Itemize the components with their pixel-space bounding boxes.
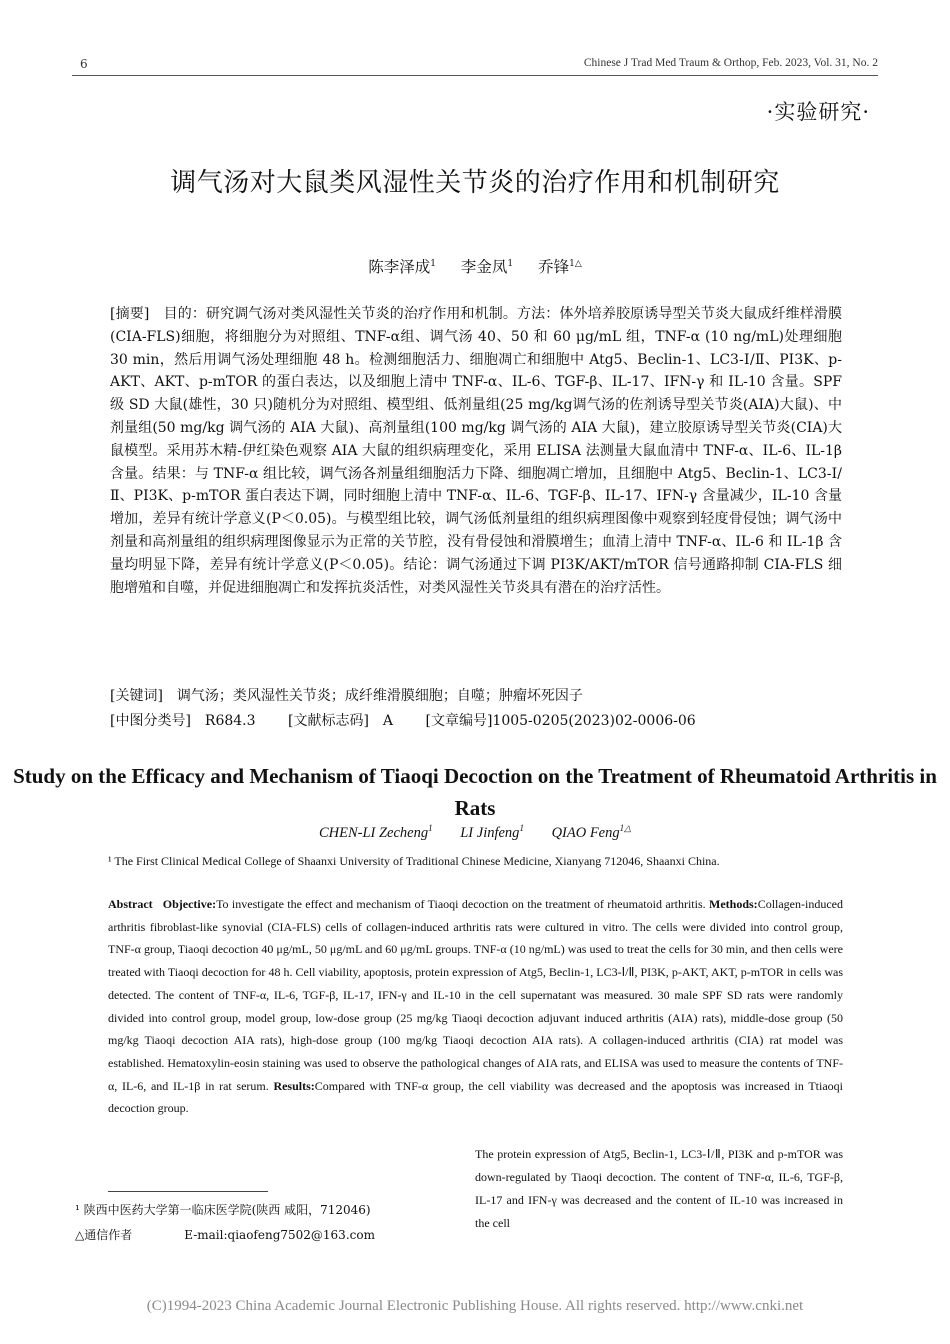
clc-number: [中图分类号] R684.3 (110, 713, 256, 729)
page-number: 6 (80, 57, 88, 71)
section-tag: ·实验研究· (766, 100, 870, 124)
abstract-chinese: [摘要] 目的：研究调气汤对类风湿性关节炎的治疗作用和机制。方法：体外培养胶原诱导型关节炎大鼠成纤维样滑膜(CIA-FLS)细胞，将细胞分为对照组、TNF-α组、调气汤 40、50 和 60 μg/mL 组，TNF-α (10 ng/mL)处理细胞 30 min，然后用调气汤处理细胞 48 h。检测细胞活力、细胞凋亡和细胞中 Atg5、Beclin-1、LC3-Ⅰ/Ⅱ、PI3K、p-AKT、AKT、p-mTOR 的蛋白表达，以及细胞上清中 TNF-α、IL-6、TGF-β、IL-17、IFN-γ 和 IL-10 含量。SPF 级 SD 大鼠(雄性，30 只)随机分为对照组、模型组、低剂量组(25 mg/kg调气汤的佐剂诱导型关节炎(AIA)大鼠)、中剂量组(50 mg/kg 调气汤的 AIA 大鼠)、高剂量组(100 mg/kg 调气汤的 AIA 大鼠)，建立胶原诱导型关节炎(CIA)大鼠模型。采用苏木精-伊红染色观察 AIA 大鼠的组织病理变化，采用 ELISA 法测量大鼠血清中 TNF-α、IL-6、IL-1β 含量。结果：与 TNF-α 组比较，调气汤各剂量组细胞活力下降、细胞凋亡增加，且细胞中 Atg5、Beclin-1、LC3-Ⅰ/Ⅱ、PI3K、p-mTOR 蛋白表达下调，同时细胞上清中 TNF-α、IL-6、TGF-β、IL-17、IFN-γ 含量减少，IL-10 含量增加，差异有统计学意义(P＜0.05)。与模型组比较，调气汤低剂量组的组织病理图像中观察到轻度骨侵蚀；调气汤中剂量和高剂量组的组织病理图像显示为正常的关节腔，没有骨侵蚀和滑膜增生；血清上清中 TNF-α、IL-6 和 IL-1β 含量均明显下降，差异有统计学意义(P＜0.05)。结论：调气汤通过下调 PI3K/AKT/mTOR 信号通路抑制 CIA-FLS 细胞增殖和自噬，并促进细胞凋亡和发挥抗炎活性，对类风湿性关节炎具有潜在的治疗活性。 (110, 306, 842, 596)
affiliation-english: ¹ The First Clinical Medical College of Shaanxi University of Traditional Chinese Medicine, Xianyang 712046, Shaanxi China. (108, 854, 720, 868)
author-en-2: LI Jinfeng$^1$ (460, 823, 524, 841)
document-code: [文献标志码] A (288, 713, 394, 729)
author-en-3: QIAO Feng$^{1\triangle}$ (551, 823, 632, 841)
abstract-english: Abstract Objective:To investigate the effect and mechanism of Tiaoqi decoction on the treatment of rheumatoid arthritis. Methods:Collagen-induced arthritis fibroblast-like synovial (CIA-FLS) cells of collagen-induced arthritis rats were cultured in vitro. The cells were divided into control group, TNF-α group, Tiaoqi decoction 40 μg/mL, 50 μg/mL and 60 μg/mL groups. TNF-α (10 ng/mL) was used to treat the cells for 30 min, and then cells were treated with Tiaoqi decoction for 48 h. Cell viability, apoptosis, protein expression of Atg5, Beclin-1, LC3-Ⅰ/Ⅱ, PI3K, p-AKT, AKT, p-mTOR in cells was detected. The content of TNF-α, IL-6, TGF-β, IL-17, IFN-γ and IL-10 in the cell supernatant was measured. 30 male SPF SD rats were randomly divided into control group, model group, low-dose group (25 mg/kg Tiaoqi decoction adjuvant induced arthritis (AIA) rats), middle-dose group (50 mg/kg Tiaoqi decoction AIA rats), high-dose group (100 mg/kg Tiaoqi decoction AIA rats). A collagen-induced arthritis (CIA) rat model was established. Hematoxylin-eosin staining was used to observe the pathological changes of AIA rats, and ELISA was used to measure the contents of TNF-α, IL-6, and IL-1β in rat serum. Results:Compared with TNF-α group, the cell viability was decreased and the apoptosis was increased in Ttiaoqi decoction group. (108, 897, 843, 1116)
author-cn-2: 李金凤$^1$ (460, 258, 514, 276)
classification-line (110, 710, 842, 730)
title-chinese: 调气汤对大鼠类风湿性关节炎的治疗作用和机制研究 (170, 168, 780, 198)
header-rule (72, 75, 878, 76)
abstract-english-continued: The protein expression of Atg5, Beclin-1, LC3-Ⅰ/Ⅱ, PI3K and p-mTOR was down-regulated by Tiaoqi decoction. The content of TNF-α, IL-6, TGF-β, IL-17 and IFN-γ was decreased and the content of IL-10 was increased in the cell (475, 1147, 843, 1230)
email-address: E-mail:qiaofeng7502@163.com (184, 1228, 375, 1242)
footnote-corresponding: △通信作者 E-mail:qiaofeng7502@163.com (75, 1228, 375, 1242)
title-english: Study on the Efficacy and Mechanism of Tiaoqi Decoction on the Treatment of Rheumatoid Arthritis in Rats (13, 764, 937, 820)
keywords-chinese: [关键词] 调气汤；类风湿性关节炎；成纤维滑膜细胞；自噬；肿瘤坏死因子 (110, 688, 583, 704)
authors-chinese (0, 255, 950, 277)
journal-header: Chinese J Trad Med Traum & Orthop, Feb. 2023, Vol. 31, No. 2 (583, 57, 878, 69)
author-cn-3: 乔锋$^{1\triangle}$ (538, 258, 582, 276)
footnote-rule (108, 1191, 268, 1192)
footnote-affiliation: ¹ 陕西中医药大学第一临床医学院(陕西 咸阳，712046) (75, 1203, 371, 1217)
authors-english (0, 825, 950, 842)
author-cn-1: 陈李泽成$^1$ (368, 258, 436, 276)
article-id: [文章编号]1005-0205(2023)02-0006-06 (425, 713, 696, 729)
copyright-watermark: (C)1994-2023 China Academic Journal Electronic Publishing House. All rights reserved. http://www.cnki.net (146, 1298, 804, 1314)
author-en-1: CHEN-LI Zecheng$^1$ (318, 823, 433, 841)
